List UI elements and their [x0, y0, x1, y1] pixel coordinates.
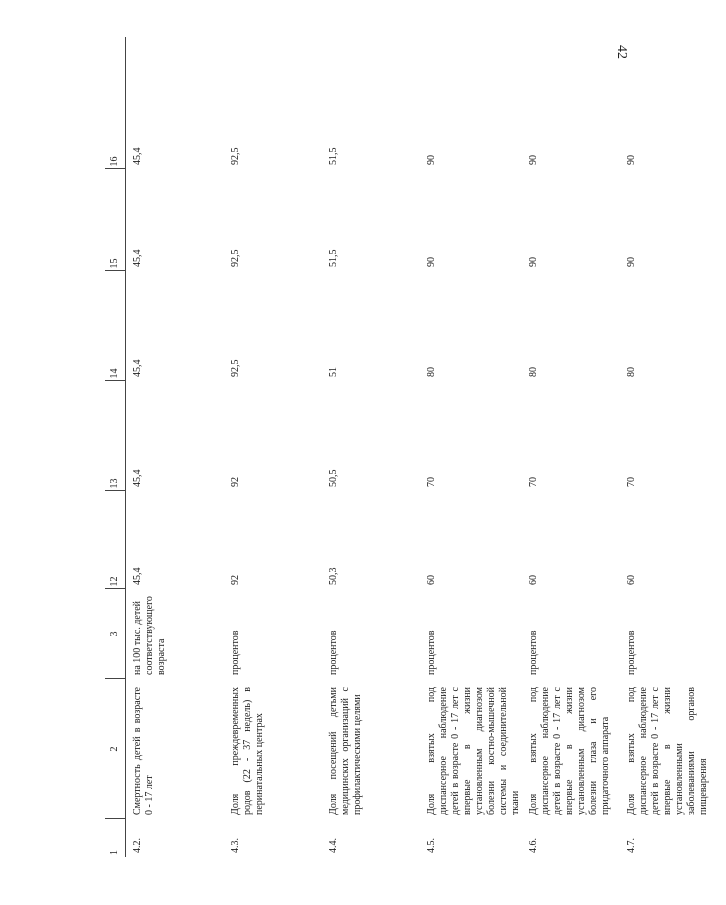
- indicator-name: Доля взятых под диспансерное наблюдение детей в возрасте 0 - 17 лет с впервые в жизни установленным диагнозом болезни глаза и его придаточного аппарата: [528, 687, 611, 815]
- table-row: [620, 37, 726, 857]
- table-row: [322, 37, 420, 857]
- table-row: [420, 37, 522, 857]
- value-cell: 60: [426, 575, 437, 585]
- column-header: 13: [105, 381, 126, 491]
- value-cell: 92: [230, 477, 241, 487]
- indicator-name: Доля взятых под диспансерное наблюдение детей в возрасте 0 - 17 лет с впервые в жизни установленным диагнозом болезни костно-мышечной системы и соединительной ткани: [426, 687, 521, 815]
- indicator-name: Доля преждевременных родов (22 - 37 недель) в перинатальных центрах: [230, 687, 265, 815]
- value-cell: 70: [626, 477, 637, 487]
- table-row: [522, 37, 620, 857]
- value-cell: 45,4: [132, 359, 143, 377]
- value-cell: 92,5: [230, 249, 241, 267]
- value-cell: 80: [528, 367, 539, 377]
- value-cell: 92,5: [230, 359, 241, 377]
- indicator-name: Смертность детей в возрасте 0 - 17 лет: [132, 687, 155, 815]
- row-number: 4.5.: [426, 838, 437, 853]
- column-header: 2: [105, 679, 126, 819]
- value-cell: 90: [528, 257, 539, 267]
- row-number: 4.3.: [230, 838, 241, 853]
- page-number: 42: [614, 45, 629, 59]
- value-cell: 60: [626, 575, 637, 585]
- column-header: 3: [105, 589, 126, 679]
- value-cell: 80: [626, 367, 637, 377]
- rotated-table-container: [105, 37, 709, 857]
- value-cell: 45,4: [132, 469, 143, 487]
- row-number: 4.6.: [528, 838, 539, 853]
- value-cell: 90: [426, 155, 437, 165]
- unit-cell: процентов: [626, 630, 637, 675]
- unit-cell: процентов: [528, 630, 539, 675]
- value-cell: 92,5: [230, 147, 241, 165]
- column-header: 14: [105, 271, 126, 381]
- row-number: 4.7.: [626, 838, 637, 853]
- column-header: 12: [105, 491, 126, 589]
- value-cell: 51,5: [328, 249, 339, 267]
- indicator-name: Доля взятых под диспансерное наблюдение детей в возрасте 0 - 17 лет с впервые в жизни установленными заболеваниями органов пищеварения: [626, 687, 709, 815]
- table-row: [126, 37, 225, 857]
- row-number: 4.2.: [132, 838, 143, 853]
- table-row: [224, 37, 322, 857]
- value-cell: 45,4: [132, 147, 143, 165]
- value-cell: 50,5: [328, 469, 339, 487]
- unit-cell: на 100 тыс. детей соответствующего возраста: [132, 596, 167, 675]
- value-cell: 45,4: [132, 249, 143, 267]
- value-cell: 45,4: [132, 567, 143, 585]
- value-cell: 70: [528, 477, 539, 487]
- value-cell: 80: [426, 367, 437, 377]
- header-row: [105, 37, 126, 857]
- value-cell: 60: [528, 575, 539, 585]
- value-cell: 90: [626, 155, 637, 165]
- value-cell: 50,3: [328, 567, 339, 585]
- column-header: 16: [105, 37, 126, 169]
- value-cell: 51,5: [328, 147, 339, 165]
- column-header: 15: [105, 169, 126, 271]
- unit-cell: процентов: [328, 630, 339, 675]
- value-cell: 51: [328, 367, 339, 377]
- value-cell: 70: [426, 477, 437, 487]
- unit-cell: процентов: [230, 630, 241, 675]
- indicators-table: [105, 37, 726, 857]
- value-cell: 92: [230, 575, 241, 585]
- value-cell: 90: [626, 257, 637, 267]
- column-header: 1: [105, 819, 126, 857]
- value-cell: 90: [426, 257, 437, 267]
- row-number: 4.4.: [328, 838, 339, 853]
- indicator-name: Доля посещений детьми медицинских организаций с профилактическими целями: [328, 687, 363, 815]
- unit-cell: процентов: [426, 630, 437, 675]
- value-cell: 90: [528, 155, 539, 165]
